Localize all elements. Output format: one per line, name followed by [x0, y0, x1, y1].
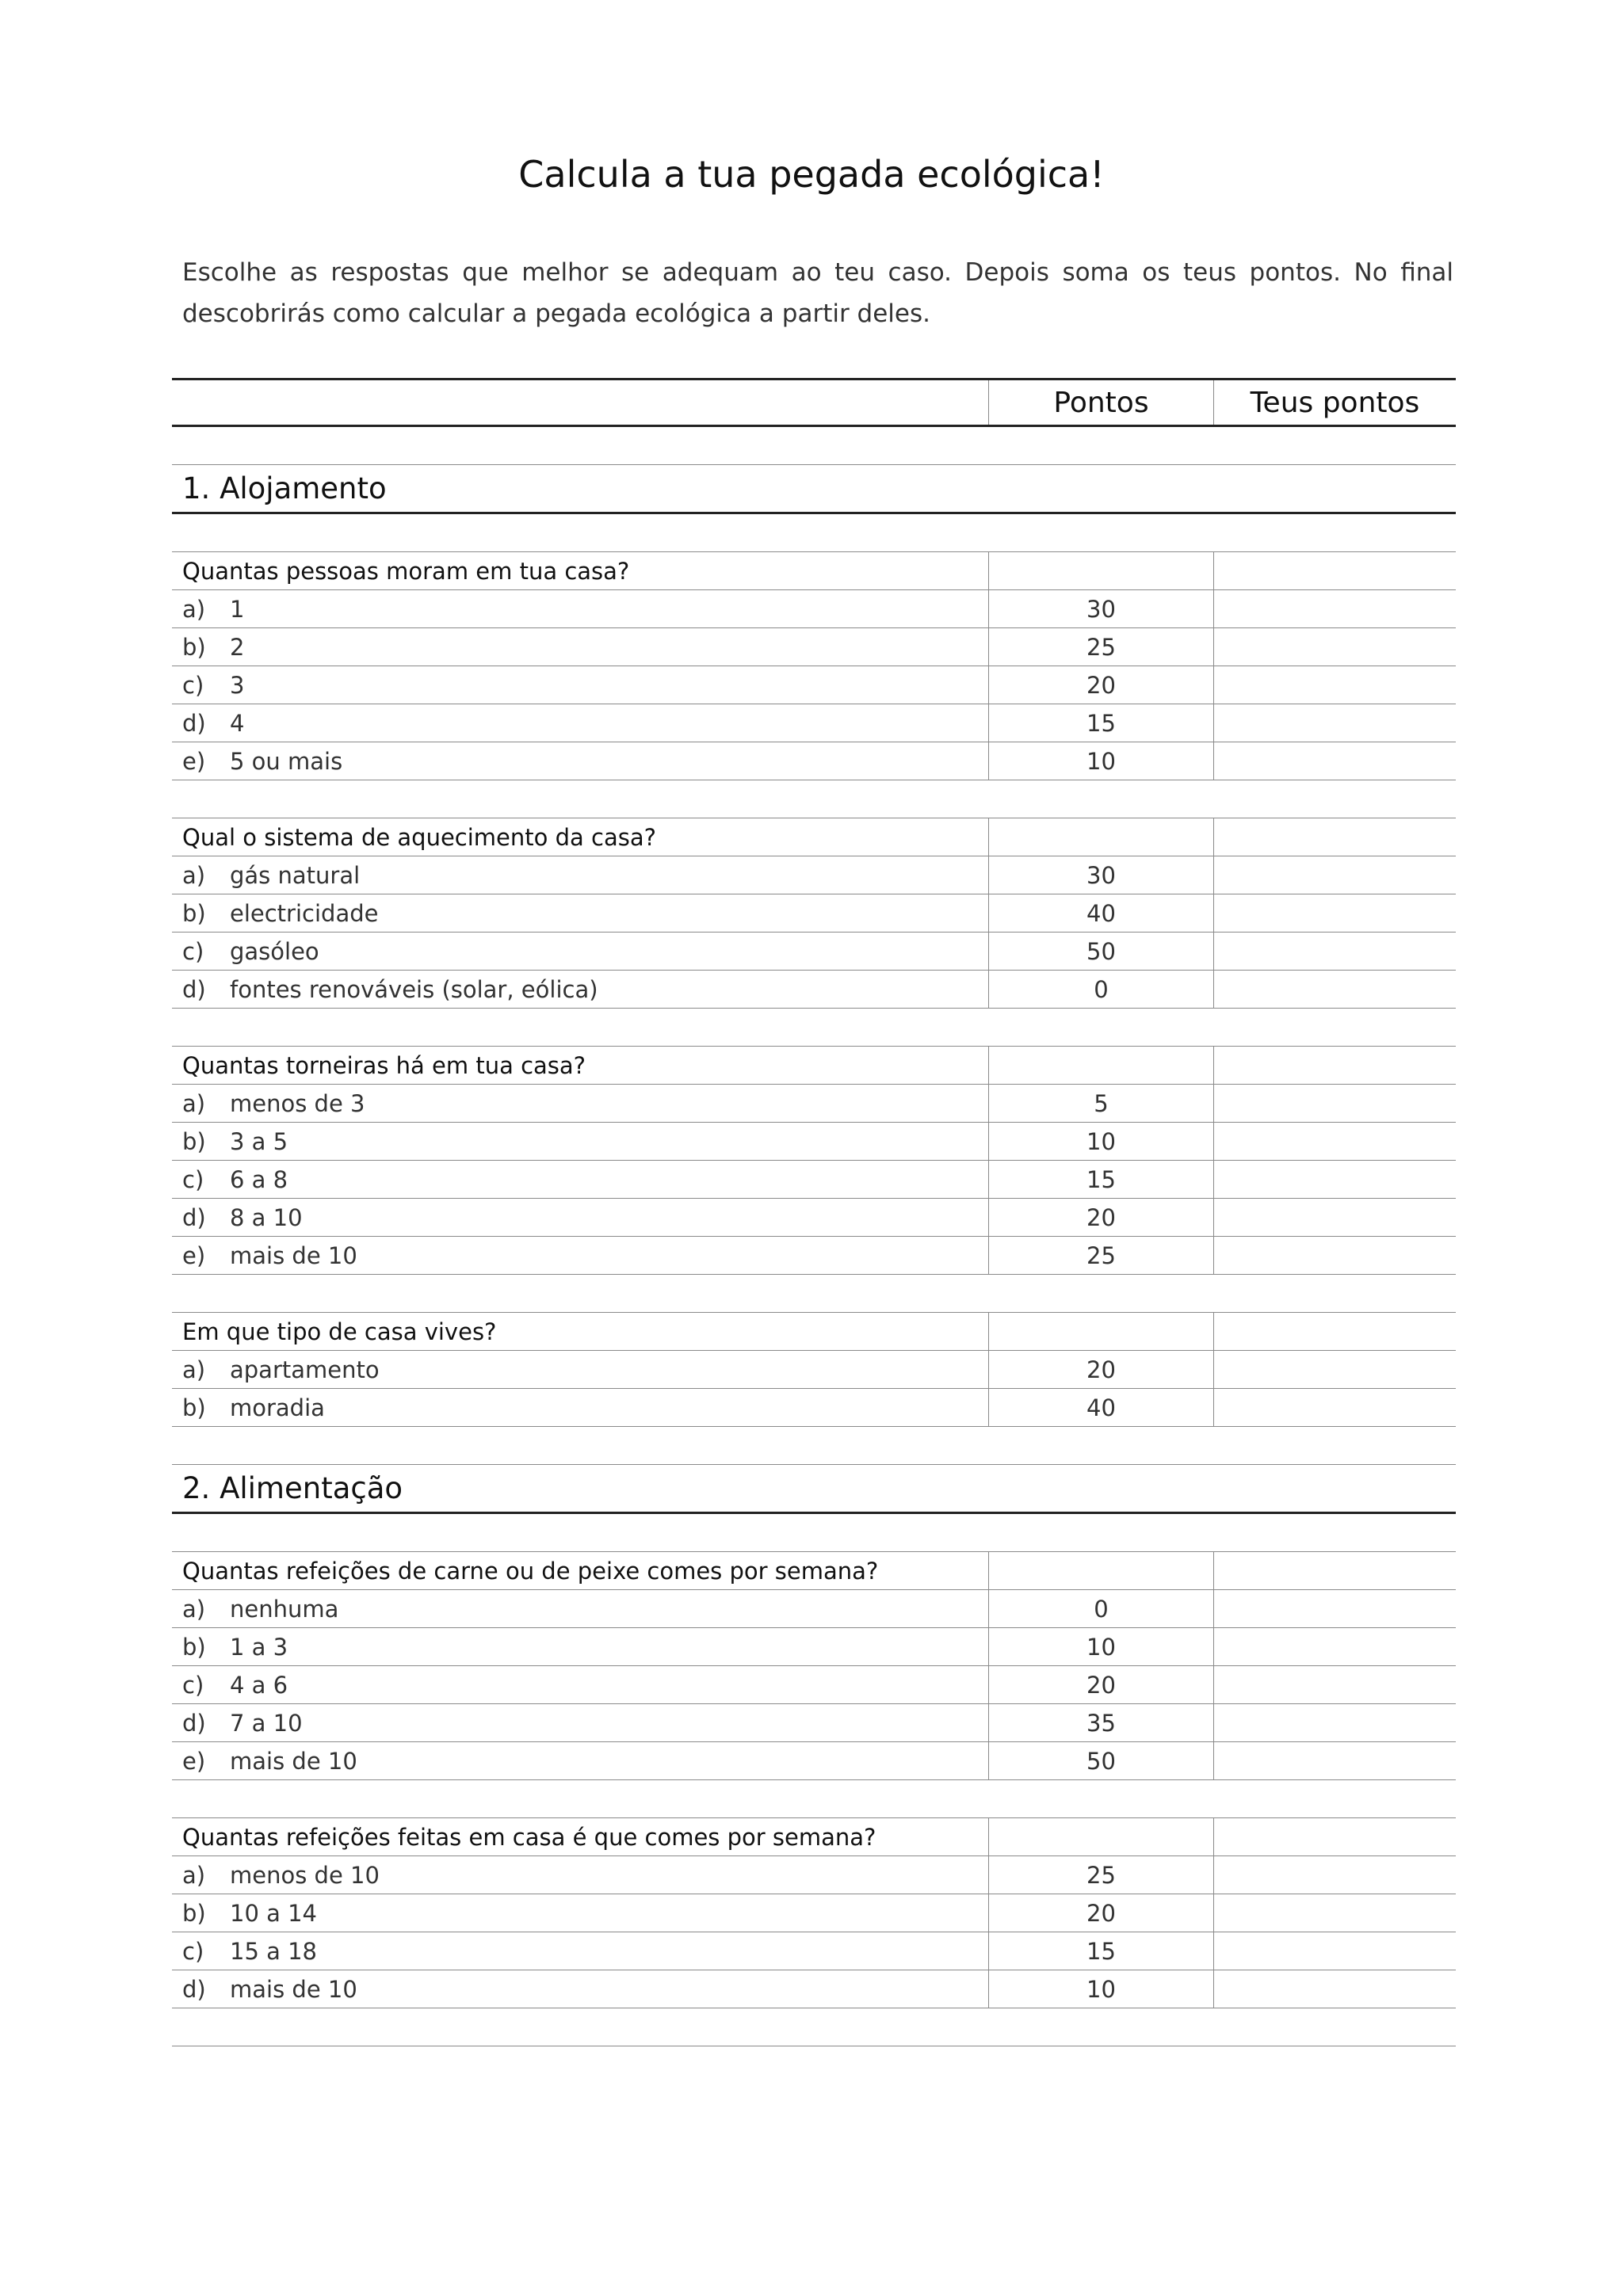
option-text: gás natural — [230, 861, 361, 889]
option-points: 10 — [1086, 1975, 1116, 2003]
option-text: 1 — [230, 595, 245, 623]
your-points-cell[interactable] — [1213, 1313, 1456, 1350]
option-text: gasóleo — [230, 937, 319, 965]
option-points: 5 — [1094, 1089, 1109, 1117]
option-cell — [172, 590, 988, 627]
option-points: 10 — [1086, 747, 1116, 775]
points-cell — [988, 1970, 1213, 2008]
question-row — [172, 1313, 1456, 1351]
option-row — [172, 1590, 1456, 1628]
spacer-row — [172, 1427, 1456, 1465]
points-cell — [988, 1313, 1213, 1350]
points-cell — [988, 742, 1213, 780]
your-points-cell[interactable] — [1213, 1552, 1456, 1589]
points-cell — [988, 1932, 1213, 1970]
question-text: Quantas refeições feitas em casa é que comes por semana? — [182, 1823, 876, 1851]
option-cell — [172, 1742, 988, 1779]
option-points: 0 — [1094, 975, 1109, 1003]
question-row — [172, 1047, 1456, 1085]
points-cell — [988, 1590, 1213, 1627]
option-row — [172, 628, 1456, 666]
your-points-cell[interactable] — [1213, 1742, 1456, 1779]
option-points: 40 — [1086, 1394, 1116, 1421]
option-letter: c) — [182, 937, 204, 965]
option-text: menos de 3 — [230, 1089, 365, 1117]
option-row — [172, 933, 1456, 971]
header-points: Pontos — [988, 380, 1213, 425]
option-text: 8 a 10 — [230, 1203, 303, 1231]
page-title: Calcula a tua pegada ecológica! — [518, 153, 1105, 196]
option-cell — [172, 1894, 988, 1932]
option-cell — [172, 971, 988, 1008]
option-points: 15 — [1086, 1937, 1116, 1965]
your-points-cell[interactable] — [1213, 971, 1456, 1008]
option-row — [172, 666, 1456, 704]
your-points-cell[interactable] — [1213, 1237, 1456, 1274]
option-cell — [172, 1085, 988, 1122]
your-points-cell[interactable] — [1213, 1818, 1456, 1855]
points-cell — [988, 1856, 1213, 1894]
option-text: nenhuma — [230, 1595, 339, 1623]
option-letter: c) — [182, 1937, 204, 1965]
question-cell — [172, 1552, 988, 1589]
question-text: Qual o sistema de aquecimento da casa? — [182, 823, 656, 851]
section-title-cell — [172, 1465, 988, 1512]
option-row — [172, 742, 1456, 780]
points-cell — [988, 1199, 1213, 1236]
option-cell — [172, 1123, 988, 1160]
option-letter: d) — [182, 709, 206, 737]
option-row — [172, 1970, 1456, 2008]
points-cell — [988, 971, 1213, 1008]
option-points: 10 — [1086, 1127, 1116, 1155]
option-row — [172, 1628, 1456, 1666]
question-row — [172, 552, 1456, 590]
option-text: 3 — [230, 671, 245, 699]
points-cell — [988, 628, 1213, 666]
your-points-cell[interactable] — [1213, 856, 1456, 894]
section-title-cell — [172, 465, 988, 512]
option-text: electricidade — [230, 899, 379, 927]
option-row — [172, 1085, 1456, 1123]
spacer-row — [172, 1780, 1456, 1818]
option-points: 25 — [1086, 1861, 1116, 1889]
option-points: 15 — [1086, 1165, 1116, 1193]
option-cell — [172, 742, 988, 780]
option-cell — [172, 666, 988, 704]
option-letter: b) — [182, 899, 206, 927]
question-text: Quantas refeições de carne ou de peixe comes por semana? — [182, 1557, 879, 1585]
points-cell — [988, 704, 1213, 742]
your-points-cell[interactable] — [1213, 894, 1456, 932]
header-blank-cell — [172, 380, 988, 425]
section-header-row — [172, 1465, 1456, 1514]
option-cell — [172, 1628, 988, 1665]
points-cell — [988, 1047, 1213, 1084]
your-points-cell[interactable] — [1213, 1351, 1456, 1388]
section-header-row — [172, 465, 1456, 514]
question-row — [172, 1818, 1456, 1856]
question-row — [172, 818, 1456, 856]
option-cell — [172, 1389, 988, 1426]
option-letter: d) — [182, 1203, 206, 1231]
option-points: 35 — [1086, 1709, 1116, 1737]
option-text: 4 — [230, 709, 245, 737]
option-letter: a) — [182, 1861, 206, 1889]
question-cell — [172, 818, 988, 856]
option-letter: c) — [182, 1671, 204, 1699]
option-letter: a) — [182, 1595, 206, 1623]
option-text: mais de 10 — [230, 1975, 357, 2003]
option-cell — [172, 1856, 988, 1894]
spacer-row — [172, 1009, 1456, 1047]
option-points: 40 — [1086, 899, 1116, 927]
your-points-cell[interactable] — [1213, 666, 1456, 704]
option-points: 20 — [1086, 1356, 1116, 1383]
option-row — [172, 894, 1456, 933]
your-points-cell[interactable] — [1213, 1932, 1456, 1970]
table-header-row — [172, 378, 1456, 427]
option-cell — [172, 1351, 988, 1388]
option-cell — [172, 933, 988, 970]
option-cell — [172, 628, 988, 666]
option-text: menos de 10 — [230, 1861, 380, 1889]
option-letter: c) — [182, 1165, 204, 1193]
your-points-cell[interactable] — [1213, 742, 1456, 780]
option-cell — [172, 1237, 988, 1274]
points-cell — [988, 1628, 1213, 1665]
option-row — [172, 1199, 1456, 1237]
points-cell — [988, 933, 1213, 970]
points-cell — [988, 818, 1213, 856]
option-letter: a) — [182, 861, 206, 889]
points-cell — [988, 1552, 1213, 1589]
points-cell — [988, 1742, 1213, 1779]
option-text: 1 a 3 — [230, 1633, 288, 1661]
points-cell — [988, 894, 1213, 932]
option-points: 25 — [1086, 633, 1116, 661]
your-points-cell[interactable] — [1213, 1085, 1456, 1122]
option-text: 7 a 10 — [230, 1709, 303, 1737]
your-points-cell[interactable] — [1213, 1161, 1456, 1198]
option-row — [172, 1123, 1456, 1161]
question-text: Quantas pessoas moram em tua casa? — [182, 557, 630, 585]
option-row — [172, 1932, 1456, 1970]
option-row — [172, 1389, 1456, 1427]
option-text: 4 a 6 — [230, 1671, 288, 1699]
spacer-row — [172, 780, 1456, 818]
option-letter: b) — [182, 1127, 206, 1155]
option-cell — [172, 856, 988, 894]
your-points-cell[interactable] — [1213, 933, 1456, 970]
your-points-cell[interactable] — [1213, 628, 1456, 666]
option-letter: e) — [182, 1241, 206, 1269]
option-text: 5 ou mais — [230, 747, 343, 775]
spacer-row — [172, 1514, 1456, 1552]
option-letter: a) — [182, 595, 206, 623]
points-cell — [988, 1704, 1213, 1741]
points-cell — [988, 1894, 1213, 1932]
option-letter: d) — [182, 1709, 206, 1737]
spacer-row — [172, 1275, 1456, 1313]
option-points: 15 — [1086, 709, 1116, 737]
option-cell — [172, 1704, 988, 1741]
your-points-cell[interactable] — [1213, 1199, 1456, 1236]
option-row — [172, 1742, 1456, 1780]
option-letter: b) — [182, 1394, 206, 1421]
option-points: 20 — [1086, 1671, 1116, 1699]
option-points: 20 — [1086, 1899, 1116, 1927]
option-row — [172, 1894, 1456, 1932]
points-cell — [988, 552, 1213, 589]
option-points: 25 — [1086, 1241, 1116, 1269]
footprint-table — [172, 378, 1456, 2046]
question-row — [172, 1552, 1456, 1590]
option-points: 50 — [1086, 937, 1116, 965]
option-text: 10 a 14 — [230, 1899, 318, 1927]
option-letter: e) — [182, 1747, 206, 1775]
option-row — [172, 1161, 1456, 1199]
points-cell — [988, 1161, 1213, 1198]
option-points: 20 — [1086, 1203, 1116, 1231]
option-text: 2 — [230, 633, 245, 661]
points-cell — [988, 1666, 1213, 1703]
option-cell — [172, 1199, 988, 1236]
points-cell — [988, 1237, 1213, 1274]
option-letter: b) — [182, 1899, 206, 1927]
option-row — [172, 704, 1456, 742]
points-cell — [988, 1123, 1213, 1160]
question-cell — [172, 1313, 988, 1350]
your-points-cell[interactable] — [1213, 1047, 1456, 1084]
option-points: 30 — [1086, 595, 1116, 623]
your-points-cell[interactable] — [1213, 704, 1456, 742]
your-points-cell[interactable] — [1213, 1389, 1456, 1426]
option-row — [172, 1351, 1456, 1389]
option-letter: d) — [182, 1975, 206, 2003]
option-points: 10 — [1086, 1633, 1116, 1661]
option-row — [172, 1237, 1456, 1275]
option-cell — [172, 704, 988, 742]
intro-paragraph: Escolhe as respostas que melhor se adequam ao teu caso. Depois soma os teus pontos. No final descobrirás como calcular a pegada ecológica a partir deles. — [182, 258, 1453, 328]
option-points: 0 — [1094, 1595, 1109, 1623]
option-text: moradia — [230, 1394, 325, 1421]
option-row — [172, 856, 1456, 894]
option-cell — [172, 1161, 988, 1198]
option-row — [172, 1704, 1456, 1742]
option-text: 3 a 5 — [230, 1127, 288, 1155]
option-cell — [172, 1590, 988, 1627]
option-letter: c) — [182, 671, 204, 699]
option-letter: e) — [182, 747, 206, 775]
points-cell — [988, 1085, 1213, 1122]
question-cell — [172, 552, 988, 589]
points-cell — [988, 856, 1213, 894]
question-cell — [172, 1047, 988, 1084]
option-text: mais de 10 — [230, 1241, 357, 1269]
option-cell — [172, 1970, 988, 2008]
option-text: mais de 10 — [230, 1747, 357, 1775]
points-cell — [988, 1818, 1213, 1855]
your-points-cell[interactable] — [1213, 1970, 1456, 2008]
option-letter: b) — [182, 1633, 206, 1661]
section-title: 1. Alojamento — [182, 471, 387, 505]
your-points-cell[interactable] — [1213, 1628, 1456, 1665]
question-text: Em que tipo de casa vives? — [182, 1318, 497, 1345]
points-cell — [988, 1389, 1213, 1426]
option-cell — [172, 1932, 988, 1970]
option-points: 20 — [1086, 671, 1116, 699]
your-points-cell[interactable] — [1213, 1704, 1456, 1741]
your-points-cell[interactable] — [1213, 552, 1456, 589]
your-points-cell[interactable] — [1213, 1856, 1456, 1894]
question-text: Quantas torneiras há em tua casa? — [182, 1051, 586, 1079]
option-points: 50 — [1086, 1747, 1116, 1775]
spacer-row — [172, 514, 1456, 552]
spacer-row — [172, 2008, 1456, 2046]
your-points-cell[interactable] — [1213, 1590, 1456, 1627]
option-points: 30 — [1086, 861, 1116, 889]
option-row — [172, 1856, 1456, 1894]
option-letter: a) — [182, 1356, 206, 1383]
your-points-cell[interactable] — [1213, 1894, 1456, 1932]
option-letter: b) — [182, 633, 206, 661]
option-text: 15 a 18 — [230, 1937, 318, 1965]
spacer-row — [172, 427, 1456, 465]
option-row — [172, 590, 1456, 628]
your-points-cell[interactable] — [1213, 1666, 1456, 1703]
option-text: 6 a 8 — [230, 1165, 288, 1193]
option-cell — [172, 1666, 988, 1703]
section-title: 2. Alimentação — [182, 1471, 403, 1505]
option-row — [172, 1666, 1456, 1704]
option-letter: d) — [182, 975, 206, 1003]
your-points-cell[interactable] — [1213, 1123, 1456, 1160]
your-points-cell[interactable] — [1213, 590, 1456, 627]
option-letter: a) — [182, 1089, 206, 1117]
option-text: apartamento — [230, 1356, 380, 1383]
points-cell — [988, 590, 1213, 627]
option-cell — [172, 894, 988, 932]
option-row — [172, 971, 1456, 1009]
option-text: fontes renováveis (solar, eólica) — [230, 975, 598, 1003]
question-cell — [172, 1818, 988, 1855]
points-cell — [988, 666, 1213, 704]
points-cell — [988, 1351, 1213, 1388]
header-your-points: Teus pontos — [1213, 380, 1456, 425]
your-points-cell[interactable] — [1213, 818, 1456, 856]
